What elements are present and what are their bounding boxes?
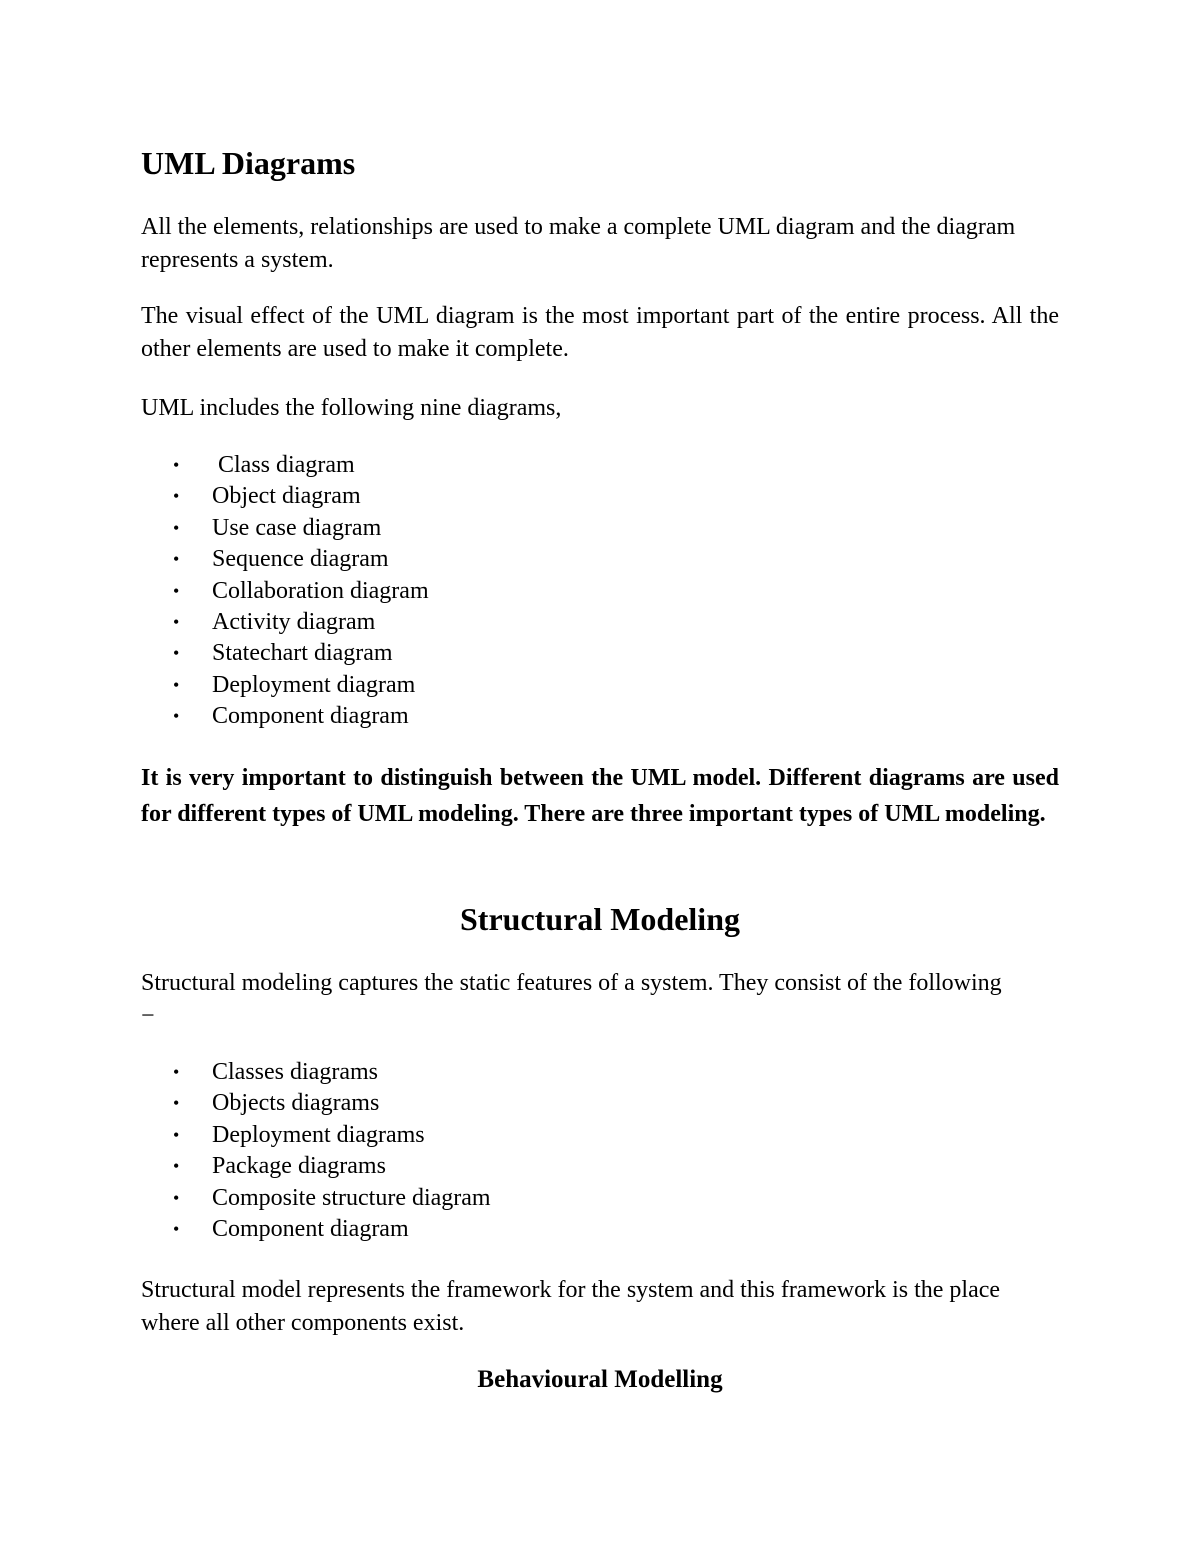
list-item: • Statechart diagram: [141, 638, 841, 669]
structural-diagram-list: [141, 1057, 841, 1245]
bullet-icon: •: [173, 1124, 180, 1145]
list-item: • Component diagram: [141, 1214, 841, 1245]
bullet-icon: •: [173, 706, 180, 727]
list-item: • Activity diagram: [141, 607, 841, 638]
bullet-icon: •: [173, 549, 180, 570]
bullet-icon: •: [173, 611, 180, 632]
bullet-icon: •: [173, 1187, 180, 1208]
nine-diagrams-intro: UML includes the following nine diagrams,: [141, 395, 562, 421]
bullet-icon: •: [173, 517, 180, 538]
uml-diagram-list: [141, 450, 841, 733]
visual-effect-paragraph: The visual effect of the UML diagram is the most important part of the entire process. All the other elements are used to make it complete.: [141, 303, 1059, 362]
list-item: • Classes diagrams: [141, 1057, 841, 1088]
bullet-icon: •: [173, 455, 180, 475]
structural-intro-paragraph: Structural modeling captures the static features of a system. They consist of the following −: [141, 970, 1002, 1029]
bullet-icon: •: [173, 580, 180, 601]
list-item: • Class diagram: [141, 450, 841, 481]
list-item: • Component diagram: [141, 701, 841, 732]
bullet-icon: •: [173, 486, 180, 507]
list-item: • Deployment diagrams: [141, 1120, 841, 1151]
list-item: • Object diagram: [141, 481, 841, 512]
bullet-icon: •: [173, 1156, 180, 1177]
list-item: • Collaboration diagram: [141, 576, 841, 607]
bullet-icon: •: [173, 674, 180, 695]
structural-modeling-heading: Structural Modeling: [460, 901, 740, 937]
list-item: • Sequence diagram: [141, 544, 841, 575]
list-item: • Package diagrams: [141, 1151, 841, 1182]
list-item: • Deployment diagram: [141, 670, 841, 701]
structural-outro-paragraph: Structural model represents the framework for the system and this framework is the place where all other components exist.: [141, 1277, 1001, 1336]
bullet-icon: •: [173, 1218, 180, 1239]
page-title: UML Diagrams: [141, 145, 356, 181]
important-note-paragraph: It is very important to distinguish between the UML model. Different diagrams are used for different types of UML modeling. There are three important types of UML modeling.: [141, 765, 1059, 827]
list-item: • Use case diagram: [141, 513, 841, 544]
bullet-icon: •: [173, 1062, 180, 1082]
bullet-icon: •: [173, 1093, 180, 1114]
behavioural-modelling-heading: Behavioural Modelling: [477, 1366, 723, 1393]
list-item: • Composite structure diagram: [141, 1183, 841, 1214]
bullet-icon: •: [173, 643, 180, 664]
intro-paragraph: All the elements, relationships are used to make a complete UML diagram and the diagram represents a system.: [141, 214, 1016, 273]
list-item: • Objects diagrams: [141, 1088, 841, 1119]
